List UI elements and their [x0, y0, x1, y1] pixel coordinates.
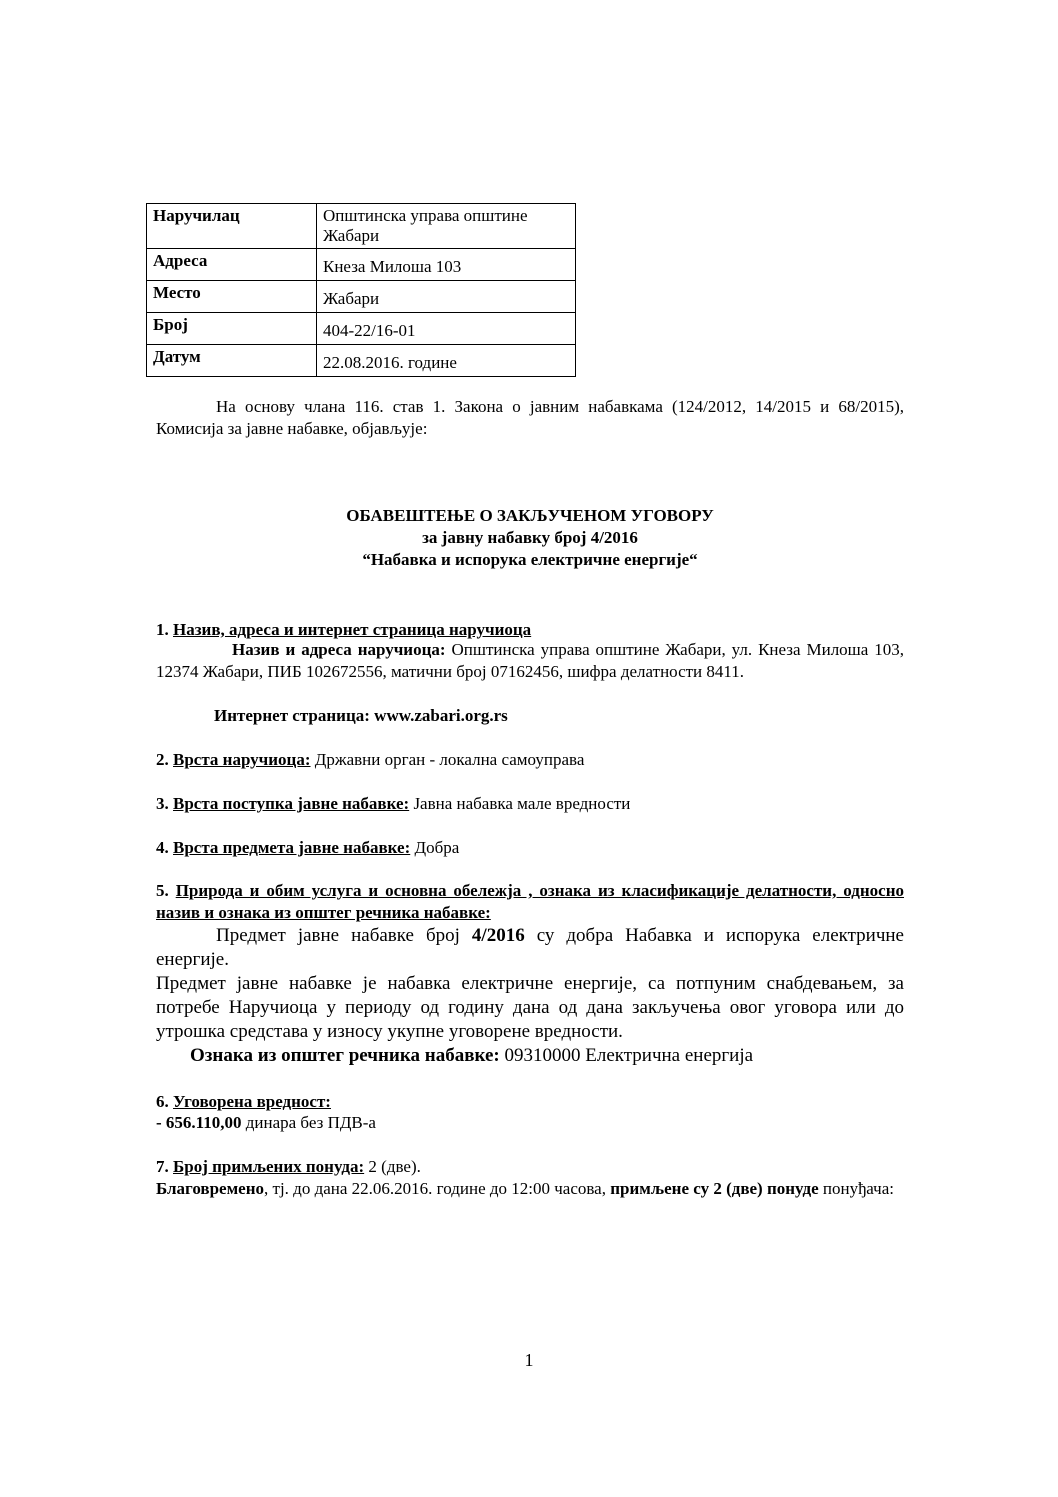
section-number: 6.: [156, 1092, 169, 1111]
section-title: Врста предмета јавне набавке:: [173, 838, 411, 857]
text: понуђача:: [818, 1179, 894, 1198]
section-title: Уговорена вредност:: [173, 1092, 331, 1111]
section-1-heading: [156, 619, 904, 641]
text: Општинска управа општине Жабари, ул. Кнеза Милоша 103, 12374 Жабари, ПИБ 102672556, матични број 07162456, шифра делатности 8411.: [156, 640, 904, 681]
amount-text: динара без ПДВ-а: [245, 1113, 376, 1132]
code-value: 09310000 Електрична енергија: [504, 1045, 754, 1066]
section-6-amount: [156, 1112, 904, 1134]
text: Предмет јавне набавке број: [216, 925, 460, 946]
label: Назив и адреса наручиоца:: [232, 640, 446, 659]
section-5-heading: [156, 880, 904, 924]
table-row: [147, 313, 576, 345]
header-info-table: [146, 203, 576, 377]
section-1-web: [156, 705, 904, 727]
section-2: [156, 749, 904, 771]
table-row: [147, 345, 576, 377]
table-value: 22.08.2016. године: [317, 345, 576, 377]
text: су добра Набавка и испорука електричне енергије.: [156, 925, 904, 970]
section-title: Број примљених понуда:: [173, 1157, 365, 1176]
table-key: Адреса: [147, 249, 317, 281]
table-key: Број: [147, 313, 317, 345]
amount: - 656.110,00: [156, 1113, 242, 1132]
section-text: Добра: [414, 838, 460, 857]
section-title: Природа и обим услуга и основна обележја , ознака из класификације делатности, односно назив и ознака из општег речника набавке:: [156, 881, 905, 922]
section-6-heading: [156, 1091, 904, 1113]
section-3: [156, 793, 904, 815]
web-value: www.zabari.org.rs: [374, 706, 508, 725]
table-value: Кнеза Милоша 103: [317, 249, 576, 281]
procurement-number: 4/2016: [471, 925, 525, 946]
section-title: Врста наручиоца:: [173, 750, 311, 769]
title-line-2: за јавну набавку број 4/2016: [422, 528, 638, 547]
table-value: 404-22/16-01: [317, 313, 576, 345]
section-7-body: [156, 1178, 904, 1200]
page-number: 1: [524, 1350, 534, 1370]
title-line-1: ОБАВЕШТЕЊЕ О ЗАКЉУЧЕНОМ УГОВОРУ: [346, 506, 714, 525]
code-label: Ознака из општег речника набавке:: [190, 1045, 500, 1066]
section-text: Државни орган - локална самоуправа: [314, 750, 585, 769]
section-number: 2.: [156, 750, 169, 769]
table-key: Датум: [147, 345, 317, 377]
section-text: 2 (две).: [368, 1157, 421, 1176]
table-value: Општинска управа општине Жабари: [317, 204, 576, 249]
table-row: [147, 204, 576, 249]
section-5-p2: Предмет јавне набавке је набавка електричне енергије, са потпуним снабдевањем, за потребе Наручиоца у периоду од годину дана од дана закључења овог уговора или до утрошка средстава у износу укупне уговорене вредности.: [156, 973, 904, 1042]
intro-paragraph: На основу члана 116. став 1. Закона о јавним набавкама (124/2012, 14/2015 и 68/2015), Комисија за јавне набавке, објављује:: [156, 397, 904, 438]
section-number: 3.: [156, 794, 169, 813]
web-label: Интернет страница:: [214, 706, 370, 725]
title-line-3: “Набавка и испорука електричне енергије“: [362, 550, 698, 569]
bold-text: примљене су 2 (две) понуде: [610, 1179, 819, 1198]
section-text: Јавна набавка мале вредности: [413, 794, 631, 813]
table-key: Наручилац: [147, 204, 317, 249]
table-key: Место: [147, 281, 317, 313]
text: , тј. до дана 22.06.2016. године до 12:00 часова,: [264, 1179, 611, 1198]
table-value: Жабари: [317, 281, 576, 313]
section-1-body: [156, 639, 904, 683]
section-number: 7.: [156, 1157, 169, 1176]
section-number: 4.: [156, 838, 169, 857]
section-5-p1: [156, 924, 904, 972]
document-title: [156, 505, 904, 571]
section-4: [156, 837, 904, 859]
section-number: 1.: [156, 620, 169, 639]
section-title: Назив, адреса и интернет страница наручиоца: [173, 620, 532, 639]
section-number: 5.: [156, 881, 169, 900]
table-row: [147, 281, 576, 313]
section-7-heading: [156, 1156, 904, 1178]
section-title: Врста поступка јавне набавке:: [173, 794, 410, 813]
bold-text: Благовремено: [156, 1179, 265, 1198]
table-row: [147, 249, 576, 281]
section-5-code: [156, 1044, 904, 1068]
